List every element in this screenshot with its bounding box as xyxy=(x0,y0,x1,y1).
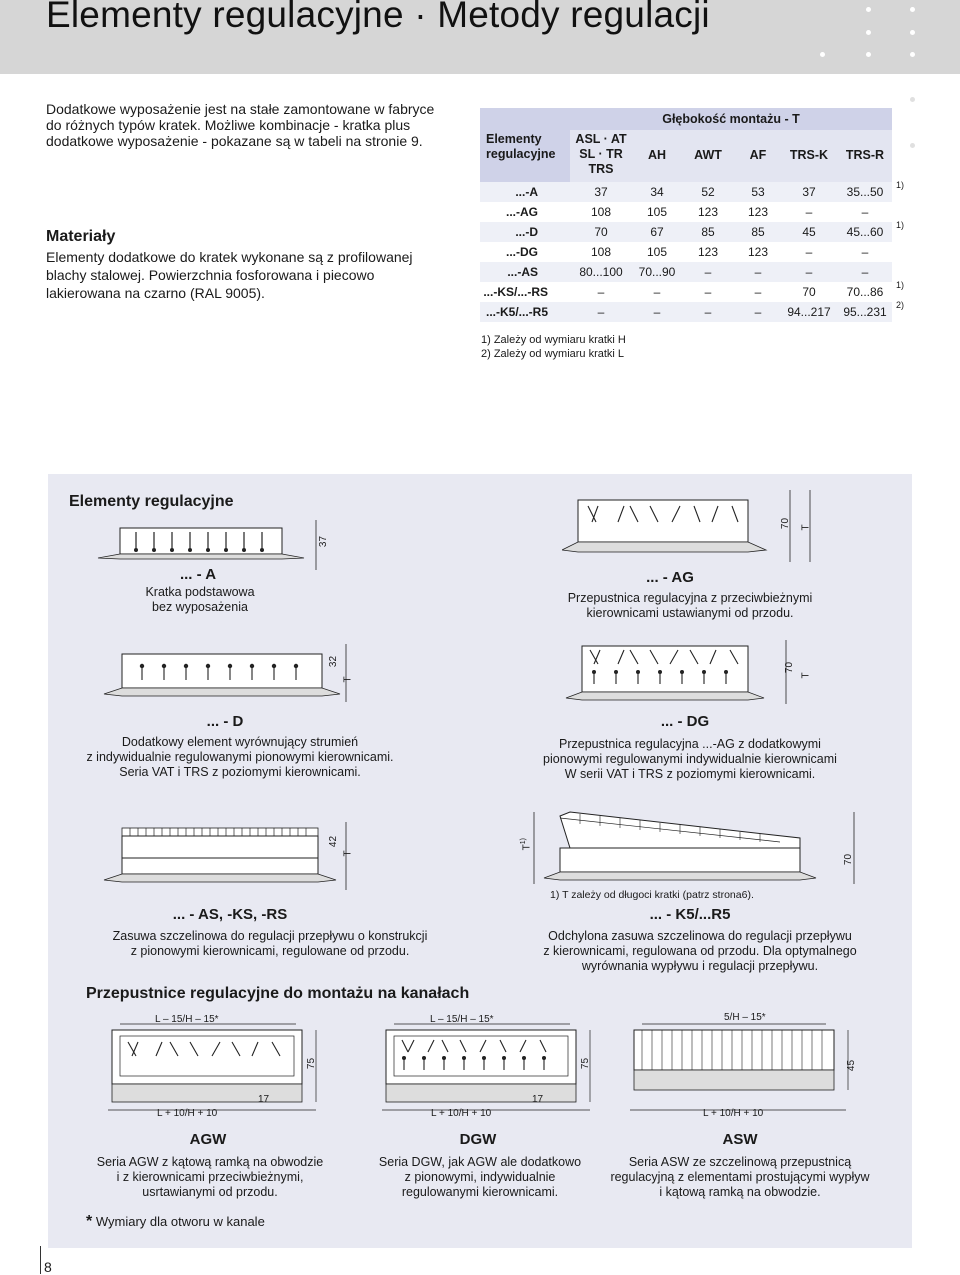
decor-dot xyxy=(820,52,825,57)
row-label: ...-AS xyxy=(507,265,538,279)
row-footnote-mark: 1) xyxy=(896,280,905,290)
materials-text: Elementy dodatkowe do kratek wykonane są z profilowanej blachy stalowej. Powierzchnia fosforowana i piecowo lakierowana na czarno (RAL 9005). xyxy=(46,249,413,301)
page-number: 8 xyxy=(44,1259,52,1275)
table-cell: – xyxy=(754,285,762,299)
dgw-side-dim: 75 xyxy=(580,1057,592,1070)
table-row xyxy=(480,202,892,222)
grille-k5-drawing xyxy=(520,808,860,888)
grille-as-drawing xyxy=(100,822,360,892)
dim-d-32: 32 xyxy=(328,655,340,668)
intro-text: Dodatkowe wyposażenie jest na stałe zamontowane w fabryce do różnych typów kratek. Możliwe kombinacje - kratka plus dodatkowe wyposażenie - pokazane są w tabeli na stronie 9. xyxy=(46,101,435,149)
decor-dot xyxy=(910,7,915,12)
caption-asw-text: Seria ASW ze szczelinową przepustnicą regulacyjną z elementami prostującymi wypływ i kątową ramką na obwodzie. xyxy=(610,1155,870,1199)
table-cell: 35...50 xyxy=(846,185,884,199)
table-header xyxy=(480,108,892,182)
caption-ag-text: Przepustnica regulacyjna z przeciwbieżnymi kierownicami ustawianymi od przodu. xyxy=(567,591,813,620)
k5-note: 1) T zależy od długoci kratki (patrz strona6). xyxy=(550,889,754,901)
decor-dot xyxy=(910,52,915,57)
caption-ag-title: ... - AG xyxy=(646,569,694,586)
table-cell: 105 xyxy=(646,205,668,219)
table-cell: – xyxy=(861,205,869,219)
table-cell: 70 xyxy=(594,225,608,239)
caption-agw-title: AGW xyxy=(189,1131,227,1148)
caption-asw-title: ASW xyxy=(722,1131,758,1148)
caption-a-text: Kratka podstawowa bez wyposażenia xyxy=(145,585,255,614)
table-row xyxy=(480,220,905,242)
table-cell: 94...217 xyxy=(787,305,831,319)
table-cell: – xyxy=(805,245,813,259)
dim-dg-t: T xyxy=(800,672,812,679)
materials-heading: Materiały xyxy=(46,228,116,245)
dim-k5-70: 70 xyxy=(843,853,855,866)
page-header xyxy=(0,0,960,74)
table-cell: 70 xyxy=(802,285,816,299)
table-cell: 70...90 xyxy=(638,265,676,279)
row-label: ...-A xyxy=(515,185,538,199)
asw-top-dim: 5/H – 15* xyxy=(724,1012,766,1023)
decor-dot xyxy=(866,7,871,12)
row-label: ...-KS/...-RS xyxy=(483,285,548,299)
table-cell: – xyxy=(597,285,605,299)
table-cell: 37 xyxy=(594,185,608,199)
row-label: ...-K5/...-R5 xyxy=(485,305,548,319)
caption-k5-title: ... - K5/...R5 xyxy=(649,906,731,923)
table-cell: – xyxy=(704,285,712,299)
column-header-awt: AWT xyxy=(694,148,722,162)
dim-ag-t: T xyxy=(800,524,812,531)
table-cell: – xyxy=(754,265,762,279)
column-header-af: AF xyxy=(749,148,767,162)
row-label: ...-DG xyxy=(506,245,538,259)
decor-dot xyxy=(866,52,871,57)
table-row xyxy=(480,300,905,322)
table-row xyxy=(480,180,905,202)
column-header-trs-k: TRS-K xyxy=(789,148,829,162)
channel-footnote: * Wymiary dla otworu w kanale xyxy=(86,1213,265,1230)
decor-dot xyxy=(866,30,871,35)
agw-drawing xyxy=(100,1010,330,1120)
table-cell: 45 xyxy=(802,225,816,239)
row-footnote-mark: 1) xyxy=(896,180,905,190)
table-cell: – xyxy=(754,305,762,319)
asw-drawing xyxy=(626,1010,866,1120)
table-cell: 85 xyxy=(751,225,765,239)
caption-a-title: ... - A xyxy=(179,566,217,583)
table-cell: – xyxy=(704,305,712,319)
agw-top-dim: L – 15/H – 15* xyxy=(155,1014,219,1025)
table-cell: – xyxy=(653,305,661,319)
dim-d-t: T xyxy=(342,676,354,683)
table-cell: 108 xyxy=(590,245,612,259)
dim-ag-70: 70 xyxy=(780,517,792,530)
page-margin-line xyxy=(40,1246,41,1274)
table-row xyxy=(480,262,892,282)
asw-bottom-dim: L + 10/H + 10 xyxy=(703,1108,764,1119)
table-cell: – xyxy=(597,305,605,319)
dgw-flange-dim: 17 xyxy=(532,1094,544,1105)
caption-dg-text: Przepustnica regulacyjna ...-AG z dodatkowymi pionowymi regulowanymi indywidualnie kierownicami W serii VAT i TRS z poziomymi kierownicami. xyxy=(543,737,837,781)
table-footnote-1: 1) Zależy od wymiaru kratki H xyxy=(481,334,626,346)
table-cell: 85 xyxy=(701,225,715,239)
table-cell: 45...60 xyxy=(846,225,884,239)
table-cell: 37 xyxy=(802,185,816,199)
table-cell: – xyxy=(805,265,813,279)
grille-a-drawing xyxy=(96,520,336,572)
table-cell: 123 xyxy=(697,245,719,259)
dgw-top-dim: L – 15/H – 15* xyxy=(430,1014,494,1025)
table-cell: – xyxy=(704,265,712,279)
table-cell: 123 xyxy=(747,245,769,259)
agw-bottom-dim: L + 10/H + 10 xyxy=(157,1108,218,1119)
column-header-ah: AH xyxy=(647,148,667,162)
decor-dot xyxy=(910,97,915,102)
agw-side-dim: 75 xyxy=(306,1057,318,1070)
caption-dgw-title: DGW xyxy=(459,1131,497,1148)
table-row xyxy=(480,280,905,302)
row-footnote-mark: 2) xyxy=(896,300,905,310)
grille-dg-drawing xyxy=(564,640,814,706)
dim-as-42: 42 xyxy=(328,835,340,848)
dgw-drawing xyxy=(374,1010,604,1120)
caption-agw-text: Seria AGW z kątową ramką na obwodzie i z kierownicami przeciwbieżnymi, usrtawianymi od przodu. xyxy=(96,1155,324,1199)
caption-d-text: Dodatkowy element wyrównujący strumień z indywidualnie regulowanymi pionowymi kierownicami. Seria VAT i TRS z poziomymi kierownicami. xyxy=(86,735,394,779)
table-cell: 95...231 xyxy=(843,305,887,319)
channel-title: Przepustnice regulacyjne do montażu na kanałach xyxy=(86,985,470,1002)
dgw-bottom-dim: L + 10/H + 10 xyxy=(431,1108,492,1119)
table-cell: 108 xyxy=(590,205,612,219)
dim-k5-t: $T^{1)}$ xyxy=(520,837,533,851)
caption-dgw-text: Seria DGW, jak AGW ale dodatkowo z pionowymi, indywidualnie regulowanymi kierownicami. xyxy=(378,1155,582,1199)
page-title: Elementy regulacyjne · Metody regulacji xyxy=(46,0,710,35)
table-cell: 105 xyxy=(646,245,668,259)
row-header-label: Elementy regulacyjne xyxy=(486,132,556,161)
table-cell: 52 xyxy=(701,185,715,199)
table-cell: 123 xyxy=(747,205,769,219)
grille-d-drawing xyxy=(100,644,360,704)
row-label: ...-AG xyxy=(506,205,538,219)
row-label: ...-D xyxy=(515,225,538,239)
caption-dg-title: ... - DG xyxy=(660,713,710,730)
group-header: Głębokość montażu - T xyxy=(662,112,800,126)
table-cell: 53 xyxy=(751,185,765,199)
table-cell: – xyxy=(861,265,869,279)
column-header-trs-r: TRS-R xyxy=(845,148,885,162)
caption-as-text: Zasuwa szczelinowa do regulacji przepływu o konstrukcji z pionowymi kierownicami, regulowane od przodu. xyxy=(112,929,428,958)
agw-flange-dim: 17 xyxy=(258,1094,270,1105)
table-cell: 123 xyxy=(697,205,719,219)
table-cell: 80...100 xyxy=(579,265,623,279)
table-cell: 67 xyxy=(650,225,664,239)
table-cell: – xyxy=(861,245,869,259)
row-footnote-mark: 1) xyxy=(896,220,905,230)
decor-dot xyxy=(910,30,915,35)
asw-side-dim: 45 xyxy=(846,1059,858,1072)
table-footnote-2: 2) Zależy od wymiaru kratki L xyxy=(481,348,625,360)
dim-a: 37 xyxy=(318,535,330,548)
caption-as-title: ... - AS, -KS, -RS xyxy=(172,906,288,923)
column-header-asl: ASL · AT SL · TR TRS xyxy=(575,132,627,176)
dim-as-t: T xyxy=(342,850,354,857)
table-row xyxy=(480,242,892,262)
decor-dot xyxy=(910,143,915,148)
caption-d-title: ... - D xyxy=(206,713,244,730)
table-cell: 34 xyxy=(650,185,664,199)
panel-title: Elementy regulacyjne xyxy=(69,493,234,510)
caption-k5-text: Odchylona zasuwa szczelinowa do regulacji przepływu z kierownicami, regulowana od przodu. Dla optymalnego wyrównania wypływu i regulacji przepływu. xyxy=(543,929,857,973)
table-cell: – xyxy=(805,205,813,219)
table-cell: – xyxy=(653,285,661,299)
dim-dg-70: 70 xyxy=(784,661,796,674)
table-cell: 70...86 xyxy=(846,285,884,299)
